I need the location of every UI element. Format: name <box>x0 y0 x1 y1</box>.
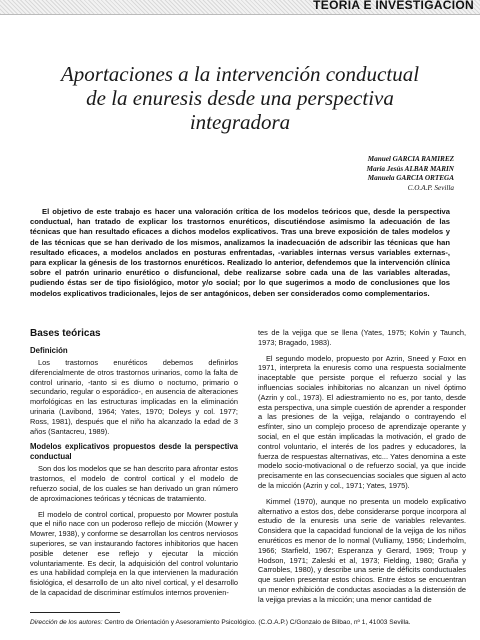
section-heading: Bases teóricas <box>30 328 101 339</box>
body-paragraph: El segundo modelo, propuesto por Azrin, Sneed y Foxx en 1971, interpreta la enuresis como una respuesta socialmente inaceptable que persiste porque el refuerzo social y las influencias sociales inhibitorias no alcanzan un nivel óptimo (Azrin y col., 1973). El adiestramiento no es, por tanto, desde esta perspectiva, una simple cuestión de aprender a responder a las presiones de la vejiga, relajando o contrayendo el esfínter, sino un complejo proceso de aprendizaje operante y social, en el que están implicadas la motivación, el grado de control voluntario, el interés de los padres y educadores, la fuerza de respuestas alternativas, etc... Yates denomina a este modelo socio-motivacional o de refuerzo social, ya que incide precisamente en las consecuencias sociales que siguen al acto de la micción (Azrin y col., 1971; Yates, 1975). <box>258 353 466 490</box>
footnote-divider <box>30 612 120 613</box>
author-name: María Jesús ALBAR MARIN <box>366 164 454 173</box>
subheading-definition: Definición <box>30 346 68 355</box>
section-header-band <box>0 0 480 15</box>
right-column <box>258 328 466 611</box>
body-paragraph: El modelo de control cortical, propuesto por Mowrer postula que el niño nace con un poderoso reflejo de micción (Mowrer y Mowrer, 1938), y conforme se desarrollan los centros nerviosos superiores, se van instaurando factores inhibitorios que hacen posible detener ese reflejo y ejecutar la micción voluntariamente. Es decir, la adquisición del control voluntario es una habilidad compleja en la que intervienen la maduración fisiológica, el desarrollo de un alto nivel cortical, y el desarrollo de la capacidad de discriminar estímulos internos provenien- <box>30 509 238 597</box>
author-name: Manuel GARCIA RAMIREZ <box>367 155 454 163</box>
title-line: Aportaciones a la intervención conductual <box>60 62 420 86</box>
title-line: integradora <box>189 110 291 134</box>
footnote <box>30 619 455 627</box>
footnote-label: Dirección de los autores: <box>30 619 103 626</box>
author-name: Manuela GARCIA ORTEGA <box>367 174 454 182</box>
author-affiliation: C.O.A.P. Sevilla <box>407 183 454 192</box>
subheading-models: Modelos explicativos propuestos desde la perspectiva conductual <box>30 442 238 462</box>
footnote-text: Centro de Orientación y Asesoramiento Psicológico. (C.O.A.P.) C/Gonzalo de Bilbao, nº 1, 41003 Sevilla. <box>104 619 411 626</box>
abstract: El objetivo de este trabajo es hacer una valoración crítica de los modelos teóricos que, desde la perspectiva conductual, han tratado de explicar los trastornos enuréticos, discutiéndose asimismo la adecuación de las técnicas que han resultado eficaces a dichos modelos explicativos. Tras una breve exposición de tales modelos y de las técnicas que se han derivado de los mismos, analizamos la inadecuación de adscribir las técnicas que han resultado eficaces, a modelos anclados en posturas enfrentadas, -variables internas versus variables externas-, para explicar la génesis de los trastornos enuréticos. Realizado lo anterior, defendemos que la intervención clínica sobre el patrón urinario enurético o disfuncional, debe realizarse sobre cada una de las variables alteradas, pudiendo éstas ser de tipo fisiológico, motor y/o social; por lo que sugerimos a modo de conclusiones que los modelos explicativos tradicionales, lejos de ser antagónicos, deben ser considerados como complementarios. <box>30 207 450 298</box>
author-block <box>254 155 454 193</box>
title-line: de la enuresis desde una perspectiva <box>86 86 394 110</box>
body-paragraph: tes de la vejiga que se llena (Yates, 1975; Kolvin y Taunch, 1973; Bragado, 1983). <box>258 328 466 347</box>
body-paragraph: Los trastornos enuréticos debemos definirlos diferencialmente de otros trastornos urinarios, como la falta de control urinario, -tanto si es diurno o nocturno, primario o secundario, regular o esporádico-, en ausencia de alteraciones morfológicas en las estructuras implicadas en la eliminación urinaria (Lavibond, 1964; Yates, 1970; Doleys y col. 1977; Ross, 1981), después que el niño ha alcanzado la edad de 3 años (Santacreu, 1989). <box>30 358 238 436</box>
body-paragraph: Kimmel (1970), aunque no presenta un modelo explicativo alternativo a estos dos, debe considerarse porque incorpora al estudio de la enuresis una serie de variables relevantes. Considera que la capacidad funcional de la vejiga de los niños enuréticos es menor de lo normal (Vulliamy, 1956; Linderholm, 1966; Starfield, 1967; Esperanza y Gerard, 1969; Troup y Hodson, 1971; Zaleski et al, 1973; Fielding, 1980; Graña y Carrobles, 1980), y describe una serie de déficits conductuales que suelen presentar estos chicos. Entre éstos se encuentran un menor exhibición de conductas asociadas a la distensión de la vejiga previas a la micción; una menor cantidad de <box>258 496 466 604</box>
left-column <box>30 328 238 604</box>
body-paragraph: Son dos los modelos que se han descrito para afrontar estos trastornos, el modelo de control cortical y el modelo de refuerzo social, de los cuales se han derivado un gran número de aproximaciones teóricas y técnicas de tratamiento. <box>30 464 238 503</box>
section-tag: TEORIA E INVESTIGACION <box>313 0 474 12</box>
article-title <box>30 62 450 134</box>
